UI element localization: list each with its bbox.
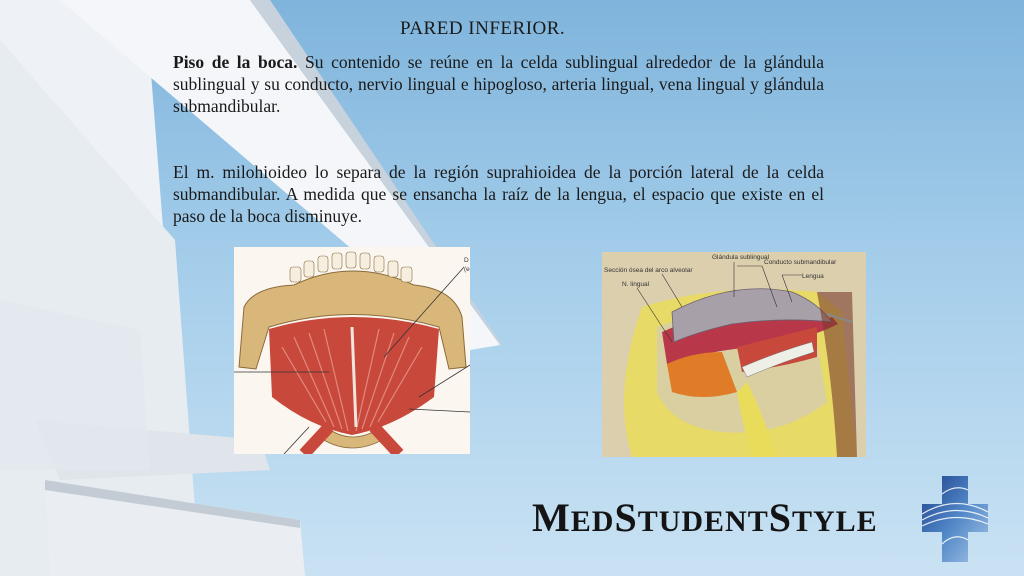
paragraph-bold-lead: Piso de la boca. bbox=[173, 52, 298, 72]
slide-title: PARED INFERIOR. bbox=[400, 18, 566, 39]
label-seccion-osea: Sección ósea del arco alveolar bbox=[604, 267, 693, 274]
logo-cap-s1: S bbox=[614, 495, 638, 540]
sublingual-section-illustration bbox=[602, 252, 866, 457]
figure1-label-d: D bbox=[464, 257, 469, 264]
mandible-muscle-illustration bbox=[234, 247, 470, 454]
paragraph-floor-of-mouth bbox=[173, 51, 824, 117]
logo-rest-tyle: TYLE bbox=[791, 505, 878, 538]
label-lengua: Lengua bbox=[802, 273, 824, 280]
paragraph-mylohyoid: El m. milohioideo lo separa de la región suprahioidea de la porción lateral de la celda submandibular. A medida que se ensancha la raíz de la lengua, el espacio que existe en el paso de la boca disminuye. bbox=[173, 162, 824, 226]
logo-rest-tudent: TUDENT bbox=[637, 505, 769, 538]
label-n-lingual: N. lingual bbox=[622, 281, 650, 288]
logo-cap-s2: S bbox=[768, 495, 792, 540]
label-glandula-sublingual: Glándula sublingual bbox=[712, 254, 770, 261]
figure1-label-e: (e bbox=[464, 266, 470, 273]
logo-cap-m: M bbox=[532, 495, 571, 540]
medstudentstyle-logo-text bbox=[532, 495, 878, 542]
paragraph-body: Su contenido se reúne en la celda sublingual alrededor de la glándula sublingual y su conducto, nervio lingual e hipogloso, arteria lingual, vena lingual y glándula submandibular. bbox=[173, 52, 824, 116]
logo-rest-ed: ED bbox=[570, 505, 615, 538]
medical-cross-icon bbox=[920, 474, 990, 564]
label-conducto-submandibular: Conducto submandibular bbox=[764, 259, 837, 266]
